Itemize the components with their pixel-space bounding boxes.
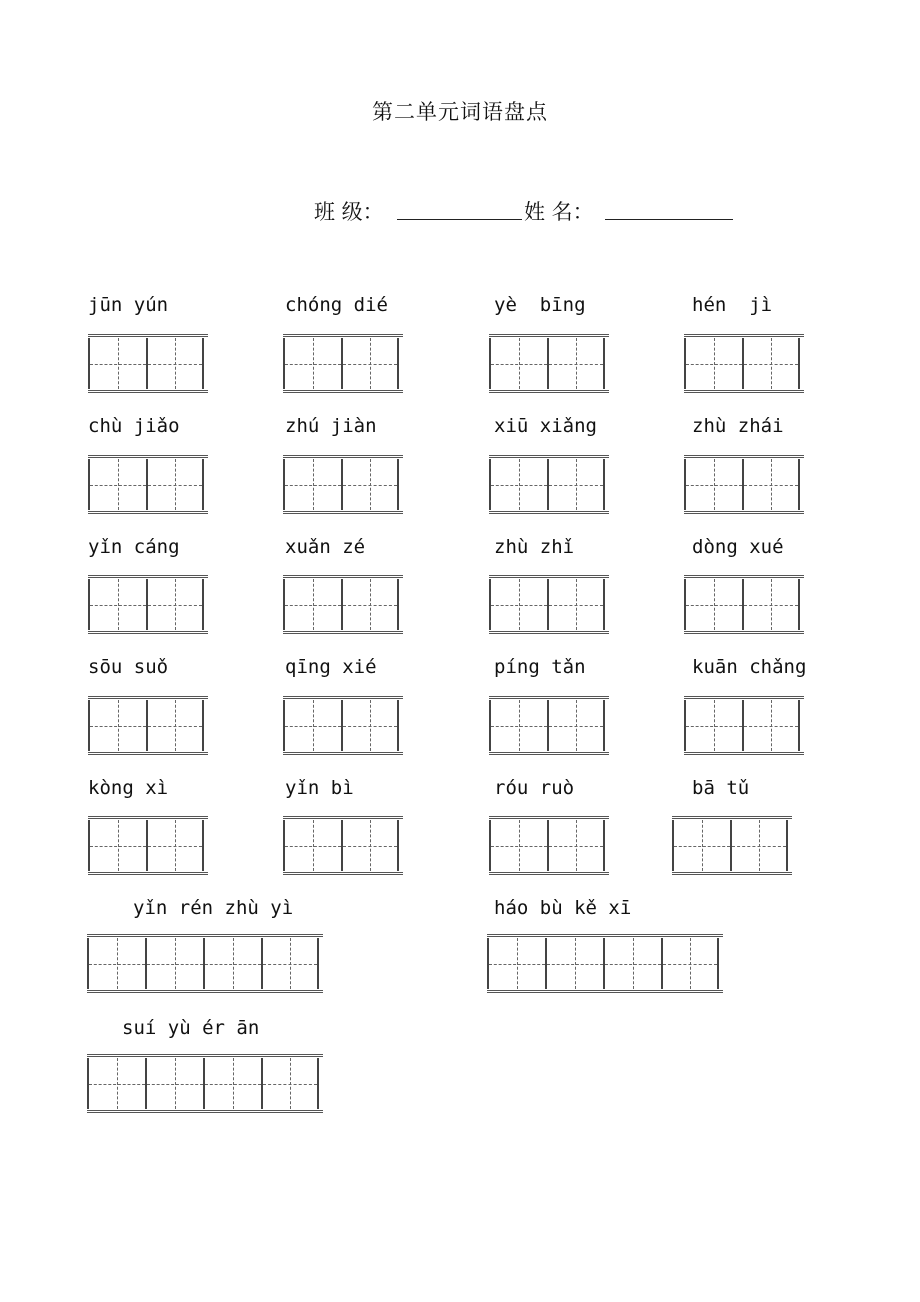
writing-cell[interactable] xyxy=(489,700,547,751)
pinyin-label: róu ruò xyxy=(494,777,575,799)
guide-line-horizontal xyxy=(549,726,603,727)
guide-line-horizontal xyxy=(491,846,547,847)
name-field[interactable] xyxy=(605,219,733,220)
guide-line-horizontal xyxy=(147,964,203,965)
writing-grid xyxy=(684,696,804,755)
writing-grid xyxy=(88,455,208,514)
writing-cell[interactable] xyxy=(146,338,204,389)
writing-cell[interactable] xyxy=(547,700,605,751)
writing-grid xyxy=(672,816,792,875)
guide-line-horizontal xyxy=(491,485,547,486)
writing-cell[interactable] xyxy=(489,338,547,389)
writing-cell[interactable] xyxy=(283,820,341,871)
pinyin-label: xuǎn zé xyxy=(285,536,366,558)
writing-cell[interactable] xyxy=(88,459,146,510)
pinyin-label: háo bù kě xī xyxy=(494,897,632,919)
guide-line-horizontal xyxy=(549,485,603,486)
pinyin-label: kuān chǎng xyxy=(692,656,807,678)
pinyin-label: dòng xué xyxy=(692,536,784,558)
guide-line-horizontal xyxy=(89,1084,145,1085)
writing-grid xyxy=(87,934,323,993)
guide-line-horizontal xyxy=(89,964,145,965)
guide-line-horizontal xyxy=(547,964,603,965)
writing-grid xyxy=(88,575,208,634)
guide-line-horizontal xyxy=(491,605,547,606)
writing-cell[interactable] xyxy=(489,820,547,871)
writing-cell[interactable] xyxy=(146,700,204,751)
guide-line-horizontal xyxy=(686,485,742,486)
class-field[interactable] xyxy=(397,219,522,220)
writing-grid xyxy=(489,455,609,514)
writing-grid xyxy=(487,934,723,993)
writing-grid xyxy=(88,334,208,393)
guide-line-horizontal xyxy=(744,605,798,606)
pinyin-label: qīng xié xyxy=(285,656,377,678)
guide-line-horizontal xyxy=(148,846,202,847)
guide-line-horizontal xyxy=(605,964,661,965)
pinyin-label: bā tǔ xyxy=(692,777,750,799)
guide-line-horizontal xyxy=(148,726,202,727)
writing-cell[interactable] xyxy=(341,700,399,751)
writing-cell[interactable] xyxy=(742,338,800,389)
guide-line-horizontal xyxy=(285,846,341,847)
guide-line-horizontal xyxy=(343,726,397,727)
name-label: 姓 名： xyxy=(524,200,594,224)
writing-cell[interactable] xyxy=(684,459,742,510)
writing-grid xyxy=(283,334,403,393)
writing-cell[interactable] xyxy=(88,820,146,871)
writing-cell[interactable] xyxy=(730,820,788,871)
writing-cell[interactable] xyxy=(87,1058,145,1109)
writing-cell[interactable] xyxy=(261,938,319,989)
writing-cell[interactable] xyxy=(341,579,399,630)
writing-cell[interactable] xyxy=(283,459,341,510)
writing-grid xyxy=(684,575,804,634)
pinyin-label: yǐn bì xyxy=(285,777,354,799)
guide-line-horizontal xyxy=(205,964,261,965)
writing-cell[interactable] xyxy=(661,938,719,989)
guide-line-horizontal xyxy=(343,605,397,606)
guide-line-horizontal xyxy=(686,605,742,606)
writing-cell[interactable] xyxy=(88,700,146,751)
writing-cell[interactable] xyxy=(146,459,204,510)
writing-grid xyxy=(489,696,609,755)
writing-cell[interactable] xyxy=(146,820,204,871)
pinyin-label: kòng xì xyxy=(88,777,169,799)
writing-cell[interactable] xyxy=(283,579,341,630)
writing-cell[interactable] xyxy=(547,579,605,630)
writing-cell[interactable] xyxy=(684,700,742,751)
writing-cell[interactable] xyxy=(742,700,800,751)
writing-cell[interactable] xyxy=(545,938,603,989)
guide-line-horizontal xyxy=(285,605,341,606)
writing-cell[interactable] xyxy=(88,338,146,389)
pinyin-label: yǐn cáng xyxy=(88,536,180,558)
writing-cell[interactable] xyxy=(489,459,547,510)
pinyin-label: chóng dié xyxy=(285,294,388,316)
writing-grid xyxy=(684,334,804,393)
writing-cell[interactable] xyxy=(203,938,261,989)
guide-line-horizontal xyxy=(744,726,798,727)
writing-cell[interactable] xyxy=(341,459,399,510)
guide-line-horizontal xyxy=(549,846,603,847)
pinyin-label: zhù zhǐ xyxy=(494,536,575,558)
writing-cell[interactable] xyxy=(341,338,399,389)
writing-cell[interactable] xyxy=(684,579,742,630)
class-label: 班 级： xyxy=(314,200,384,224)
guide-line-horizontal xyxy=(489,964,545,965)
writing-cell[interactable] xyxy=(742,579,800,630)
guide-line-horizontal xyxy=(90,605,146,606)
writing-cell[interactable] xyxy=(88,579,146,630)
pinyin-label: zhú jiàn xyxy=(285,415,377,437)
pinyin-label: jūn yún xyxy=(88,294,169,316)
page-title: 第二单元词语盘点 xyxy=(372,100,548,124)
guide-line-horizontal xyxy=(491,726,547,727)
writing-cell[interactable] xyxy=(489,579,547,630)
writing-grid xyxy=(87,1054,323,1113)
pinyin-label: hén jì xyxy=(692,294,773,316)
guide-line-horizontal xyxy=(90,485,146,486)
pinyin-label: sōu suǒ xyxy=(88,656,169,678)
writing-cell[interactable] xyxy=(283,338,341,389)
writing-grid xyxy=(283,455,403,514)
writing-grid xyxy=(489,334,609,393)
guide-line-horizontal xyxy=(148,485,202,486)
guide-line-horizontal xyxy=(686,364,742,365)
guide-line-horizontal xyxy=(205,1084,261,1085)
guide-line-horizontal xyxy=(148,364,202,365)
pinyin-label: píng tǎn xyxy=(494,656,586,678)
guide-line-horizontal xyxy=(147,1084,203,1085)
guide-line-horizontal xyxy=(343,485,397,486)
guide-line-horizontal xyxy=(343,364,397,365)
guide-line-horizontal xyxy=(90,364,146,365)
writing-grid xyxy=(489,575,609,634)
writing-cell[interactable] xyxy=(547,820,605,871)
guide-line-horizontal xyxy=(674,846,730,847)
writing-cell[interactable] xyxy=(672,820,730,871)
writing-cell[interactable] xyxy=(603,938,661,989)
writing-grid xyxy=(283,696,403,755)
writing-cell[interactable] xyxy=(684,338,742,389)
writing-grid xyxy=(684,455,804,514)
guide-line-horizontal xyxy=(732,846,786,847)
guide-line-horizontal xyxy=(744,485,798,486)
guide-line-horizontal xyxy=(744,364,798,365)
pinyin-label: suí yù ér ān xyxy=(122,1017,260,1039)
writing-grid xyxy=(88,816,208,875)
writing-cell[interactable] xyxy=(283,700,341,751)
guide-line-horizontal xyxy=(549,364,603,365)
writing-cell[interactable] xyxy=(203,1058,261,1109)
writing-grid xyxy=(88,696,208,755)
pinyin-label: chù jiǎo xyxy=(88,415,180,437)
pinyin-label: yǐn rén zhù yì xyxy=(133,897,294,919)
writing-cell[interactable] xyxy=(547,459,605,510)
writing-cell[interactable] xyxy=(547,338,605,389)
guide-line-horizontal xyxy=(549,605,603,606)
guide-line-horizontal xyxy=(285,485,341,486)
writing-cell[interactable] xyxy=(145,1058,203,1109)
guide-line-horizontal xyxy=(491,364,547,365)
guide-line-horizontal xyxy=(148,605,202,606)
writing-cell[interactable] xyxy=(341,820,399,871)
writing-cell[interactable] xyxy=(487,938,545,989)
guide-line-horizontal xyxy=(686,726,742,727)
pinyin-label: xiū xiǎng xyxy=(494,415,597,437)
writing-grid xyxy=(283,575,403,634)
guide-line-horizontal xyxy=(263,1084,317,1085)
writing-cell[interactable] xyxy=(742,459,800,510)
guide-line-horizontal xyxy=(90,726,146,727)
writing-cell[interactable] xyxy=(146,579,204,630)
writing-cell[interactable] xyxy=(145,938,203,989)
guide-line-horizontal xyxy=(90,846,146,847)
guide-line-horizontal xyxy=(285,364,341,365)
pinyin-label: zhù zhái xyxy=(692,415,784,437)
guide-line-horizontal xyxy=(285,726,341,727)
writing-grid xyxy=(489,816,609,875)
writing-cell[interactable] xyxy=(87,938,145,989)
writing-cell[interactable] xyxy=(261,1058,319,1109)
guide-line-horizontal xyxy=(663,964,717,965)
guide-line-horizontal xyxy=(263,964,317,965)
writing-grid xyxy=(283,816,403,875)
pinyin-label: yè bīng xyxy=(494,294,586,316)
guide-line-horizontal xyxy=(343,846,397,847)
